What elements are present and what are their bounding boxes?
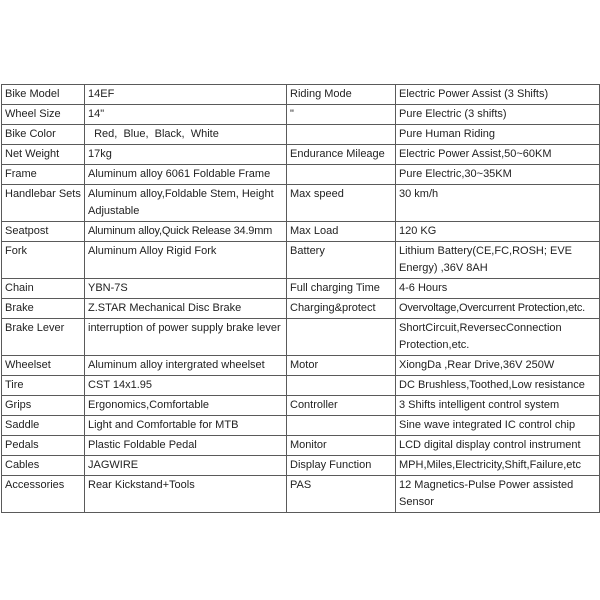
row-value-2: Electric Power Assist (3 Shifts) — [396, 85, 600, 105]
row-value-2: Overvoltage,Overcurrent Protection,etc. — [396, 299, 600, 319]
row-label-2 — [287, 416, 396, 436]
row-value: Plastic Foldable Pedal — [85, 436, 287, 456]
row-label: Bike Model — [2, 85, 85, 105]
spec-table — [1, 84, 600, 513]
table-row — [2, 145, 600, 165]
row-value: Aluminum alloy intergrated wheelset — [85, 356, 287, 376]
table-row — [2, 242, 600, 279]
row-label-2 — [287, 319, 396, 356]
row-label-2: " — [287, 105, 396, 125]
row-label: Pedals — [2, 436, 85, 456]
row-value: Light and Comfortable for MTB — [85, 416, 287, 436]
row-value-2: 4-6 Hours — [396, 279, 600, 299]
row-label-2: Charging&protect — [287, 299, 396, 319]
row-label: Frame — [2, 165, 85, 185]
table-row — [2, 125, 600, 145]
row-value: CST 14x1.95 — [85, 376, 287, 396]
table-row — [2, 299, 600, 319]
table-row — [2, 222, 600, 242]
row-value: JAGWIRE — [85, 456, 287, 476]
table-row — [2, 279, 600, 299]
table-row — [2, 416, 600, 436]
row-label: Chain — [2, 279, 85, 299]
row-value-2: Pure Human Riding — [396, 125, 600, 145]
row-value-2: Sine wave integrated IC control chip — [396, 416, 600, 436]
table-row — [2, 476, 600, 513]
row-value: Z.STAR Mechanical Disc Brake — [85, 299, 287, 319]
row-value: Aluminum alloy,Foldable Stem, Height Adjustable — [85, 185, 287, 222]
table-row — [2, 456, 600, 476]
row-label: Accessories — [2, 476, 85, 513]
row-value-2: DC Brushless,Toothed,Low resistance — [396, 376, 600, 396]
row-value: interruption of power supply brake lever — [85, 319, 287, 356]
row-label: Wheel Size — [2, 105, 85, 125]
row-label: Tire — [2, 376, 85, 396]
row-label: Net Weight — [2, 145, 85, 165]
row-value: Aluminum alloy 6061 Foldable Frame — [85, 165, 287, 185]
table-row — [2, 319, 600, 356]
row-value-2: Pure Electric,30~35KM — [396, 165, 600, 185]
row-label-2: Max speed — [287, 185, 396, 222]
row-label-2 — [287, 125, 396, 145]
table-row — [2, 376, 600, 396]
table-row — [2, 396, 600, 416]
table-row — [2, 356, 600, 376]
row-value: YBN-7S — [85, 279, 287, 299]
row-value-2: LCD digital display control instrument — [396, 436, 600, 456]
row-value-2: Electric Power Assist,50~60KM — [396, 145, 600, 165]
row-value-2: 30 km/h — [396, 185, 600, 222]
row-value-2: XiongDa ,Rear Drive,36V 250W — [396, 356, 600, 376]
row-label: Bike Color — [2, 125, 85, 145]
row-label: Wheelset — [2, 356, 85, 376]
row-label-2: Full charging Time — [287, 279, 396, 299]
row-label-2: Endurance Mileage — [287, 145, 396, 165]
row-value: Rear Kickstand+Tools — [85, 476, 287, 513]
table-row — [2, 185, 600, 222]
row-label: Cables — [2, 456, 85, 476]
row-value: Ergonomics,Comfortable — [85, 396, 287, 416]
row-label-2: Controller — [287, 396, 396, 416]
row-label-2 — [287, 376, 396, 396]
row-label-2: Max Load — [287, 222, 396, 242]
table-row — [2, 85, 600, 105]
row-value: Aluminum alloy,Quick Release 34.9mm — [85, 222, 287, 242]
row-label: Seatpost — [2, 222, 85, 242]
row-value-2: Lithium Battery(CE,FC,ROSH; EVE Energy) ,36V 8AH — [396, 242, 600, 279]
row-value-2: 12 Magnetics-Pulse Power assisted Sensor — [396, 476, 600, 513]
row-value-2: ShortCircuit,ReversecConnection Protection,etc. — [396, 319, 600, 356]
row-label-2: Battery — [287, 242, 396, 279]
row-label-2: Motor — [287, 356, 396, 376]
row-value-2: 3 Shifts intelligent control system — [396, 396, 600, 416]
row-label-2: Monitor — [287, 436, 396, 456]
row-label-2: Display Function — [287, 456, 396, 476]
row-label: Brake — [2, 299, 85, 319]
row-value: Red, Blue, Black, White — [85, 125, 287, 145]
row-value-2: MPH,Miles,Electricity,Shift,Failure,etc — [396, 456, 600, 476]
row-label: Grips — [2, 396, 85, 416]
row-label: Handlebar Sets — [2, 185, 85, 222]
row-value-2: 120 KG — [396, 222, 600, 242]
row-value: 17kg — [85, 145, 287, 165]
table-row — [2, 105, 600, 125]
row-label-2: PAS — [287, 476, 396, 513]
row-label-2 — [287, 165, 396, 185]
table-row — [2, 436, 600, 456]
row-label-2: Riding Mode — [287, 85, 396, 105]
row-value: 14EF — [85, 85, 287, 105]
row-value-2: Pure Electric (3 shifts) — [396, 105, 600, 125]
row-value: Aluminum Alloy Rigid Fork — [85, 242, 287, 279]
table-row — [2, 165, 600, 185]
row-label: Brake Lever — [2, 319, 85, 356]
row-label: Fork — [2, 242, 85, 279]
row-label: Saddle — [2, 416, 85, 436]
row-value: 14" — [85, 105, 287, 125]
